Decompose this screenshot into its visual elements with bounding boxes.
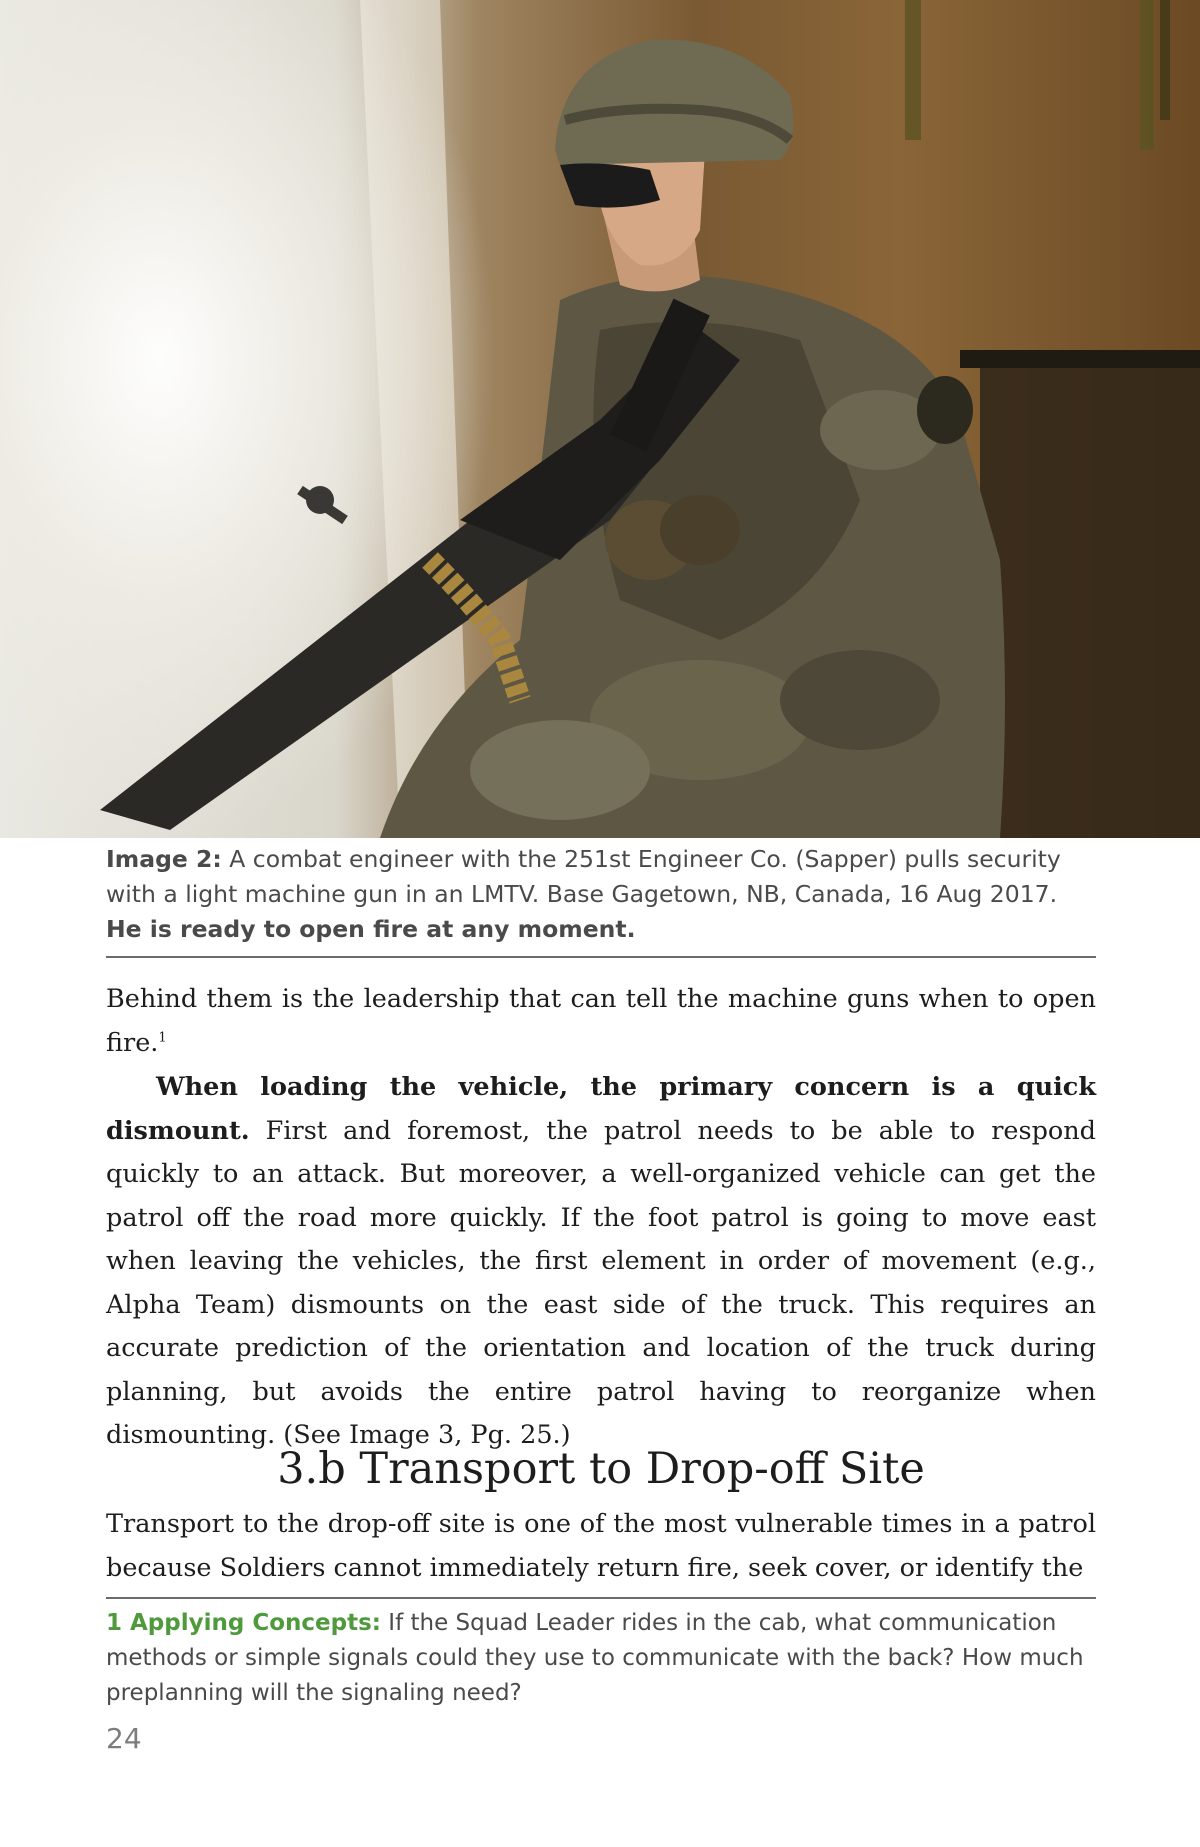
caption-bold-text: He is ready to open fire at any moment. xyxy=(106,915,636,943)
caption-label: Image 2: xyxy=(106,845,222,873)
footnote-label: 1 Applying Concepts: xyxy=(106,1610,381,1636)
soldier-illustration xyxy=(0,0,1200,838)
paragraph-3 xyxy=(106,1503,1096,1590)
section-heading: 3.b Transport to Drop-off Site xyxy=(277,1444,925,1494)
paragraph-2-bold: When loading the vehicle, the primary concern is a quick dismount. xyxy=(106,1072,1096,1146)
caption-text: A combat engineer with the 251st Engineer Co. (Sapper) pulls security with a light machine gun in an LMTV. Base Gagetown, NB, Canada, 16 Aug 2017. xyxy=(106,845,1061,908)
photo-soldier-machine-gun xyxy=(0,0,1200,838)
paragraph-1-text: Behind them is the leadership that can tell the machine guns when to open fire. xyxy=(106,984,1096,1058)
page-number: 24 xyxy=(106,1722,142,1755)
image-caption xyxy=(106,842,1096,947)
footnote xyxy=(106,1606,1096,1711)
paragraph-1 xyxy=(106,978,1096,1065)
footnote-divider xyxy=(106,1597,1096,1599)
caption-divider xyxy=(106,956,1096,958)
paragraph-3-text: Transport to the drop-off site is one of the most vulnerable times in a patrol because Soldiers cannot immediately return fire, seek cover, or identify the xyxy=(106,1509,1096,1583)
footnote-ref[interactable]: 1 xyxy=(158,1030,167,1045)
paragraph-2-text: First and foremost, the patrol needs to be able to respond quickly to an attack. But moreover, a well-organized vehicle can get the patrol off the road more quickly. If the foot patrol is going to move east when leaving the vehicles, the first element in order of movement (e.g., Alpha Team) dismounts on the east side of the truck. This requires an accurate prediction of the orientation and location of the truck during planning, but avoids the entire patrol having to reorganize when dismounting. (See Image 3, Pg. 25.) xyxy=(106,1115,1096,1450)
footnote-text: If the Squad Leader rides in the cab, what communication methods or simple signals could they use to communicate with the back? How much preplanning will the signaling need? xyxy=(106,1610,1084,1706)
paragraph-2 xyxy=(106,1066,1096,1458)
